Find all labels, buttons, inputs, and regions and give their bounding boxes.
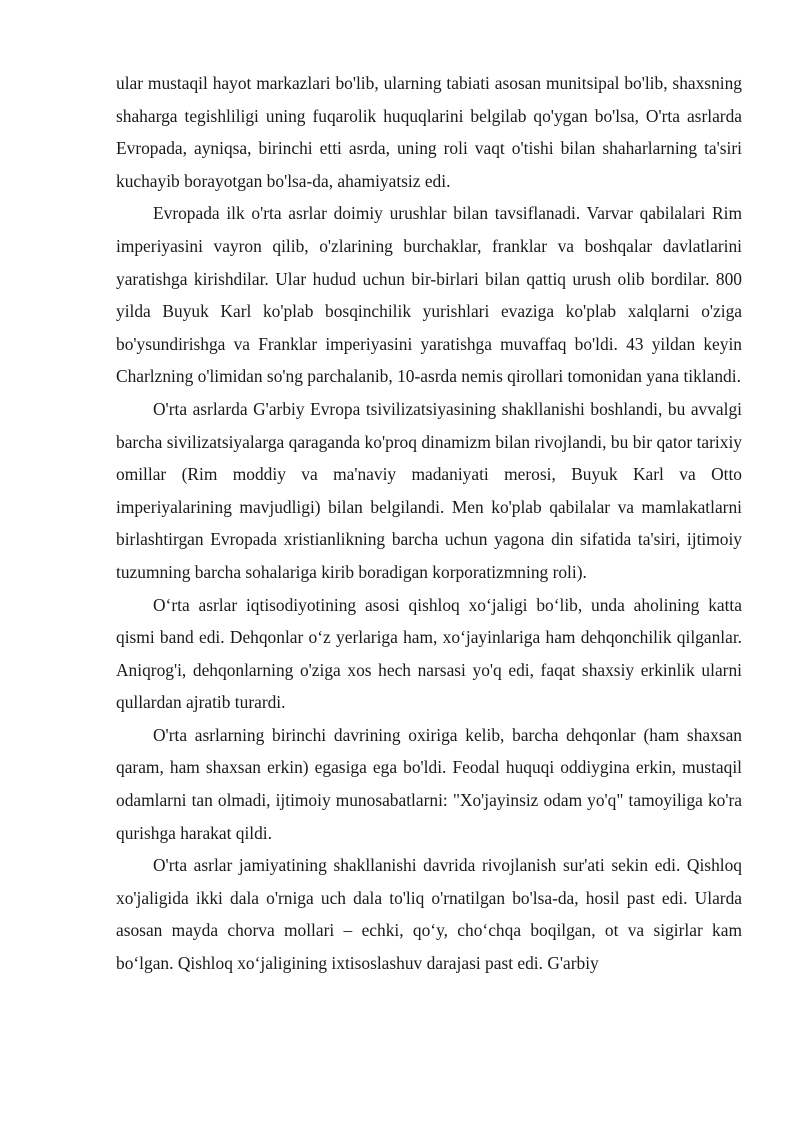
paragraph-4: O‘rta asrlar iqtisodiyotining asosi qishloq xo‘jaligi bo‘lib, unda aholining katta qismi band edi. Dehqonlar o‘z yerlariga ham, xo‘jayinlariga ham dehqonchilik qilganlar. Aniqrog'i, dehqonlarning o'ziga xos hech narsasi yo'q edi, faqat shaxsiy erkinlik ularni qullardan ajratib turardi. (116, 594, 742, 713)
document-page (116, 67, 742, 980)
paragraph-1: ular mustaqil hayot markazlari bo'lib, ularning tabiati asosan munitsipal bo'lib, shaxsning shaharga tegishliligi uning fuqarolik huquqlarini belgilab qo'ygan bo'lsa, O'rta asrlarda Evropada, ayniqsa, birinchi etti asrda, uning roli vaqt o'tishi bilan shaharlarning ta'siri kuchayib borayotgan bo'lsa-da, ahamiyatsiz edi. (116, 73, 742, 191)
paragraph-2: Evropada ilk o'rta asrlar doimiy urushlar bilan tavsiflanadi. Varvar qabilalari Rim imperiyasini vayron qilib, o'zlarining burchaklar, franklar va boshqalar davlatlarini yaratishga kirishdilar. Ular hudud uchun bir-birlari bilan qattiq urush olib bordilar. 800 yilda Buyuk Karl ko'plab bosqinchilik yurishlari evaziga ko'plab xalqlarni o'ziga bo'ysundirishga va Franklar imperiyasini yaratishga muvaffaq bo'ldi. 43 yildan keyin Charlzning o'limidan so'ng parchalanib, 10-asrda nemis qirollari tomonidan yana tiklandi. (116, 203, 742, 387)
paragraph-6: O'rta asrlar jamiyatining shakllanishi davrida rivojlanish sur'ati sekin edi. Qishloq xo'jaligida ikki dala o'rniga uch dala to'liq o'rnatilgan bo'lsa-da, hosil past edi. Ularda asosan mayda chorva mollari – echki, qo‘y, cho‘chqa boqilgan, ot va sigirlar kam bo‘lgan. Qishloq xo‘jaligining ixtisoslashuv darajasi past edi. G'arbiy (116, 855, 742, 974)
paragraph-3: O'rta asrlarda G'arbiy Evropa tsivilizatsiyasining shakllanishi boshlandi, bu avvalgi barcha sivilizatsiyalarga qaraganda ko'proq dinamizm bilan rivojlandi, bu bir qator tarixiy omillar (Rim moddiy va ma'naviy madaniyati merosi, Buyuk Karl va Otto imperiyalarining mavjudligi) bilan belgilandi. Men ko'plab qabilalar va mamlakatlarni birlashtirgan Evropada xristianlikning barcha uchun yagona din sifatida ta'siri, ijtimoiy tuzumning barcha sohalariga kirib boradigan korporatizmning roli). (116, 398, 742, 582)
paragraph-5: O'rta asrlarning birinchi davrining oxiriga kelib, barcha dehqonlar (ham shaxsan qaram, ham shaxsan erkin) egasiga ega bo'ldi. Feodal huquqi oddiygina erkin, mustaqil odamlarni tan olmadi, ijtimoiy munosabatlarni: "Xo'jayinsiz odam yo'q" tamoyiliga ko'ra qurishga harakat qildi. (116, 724, 742, 843)
